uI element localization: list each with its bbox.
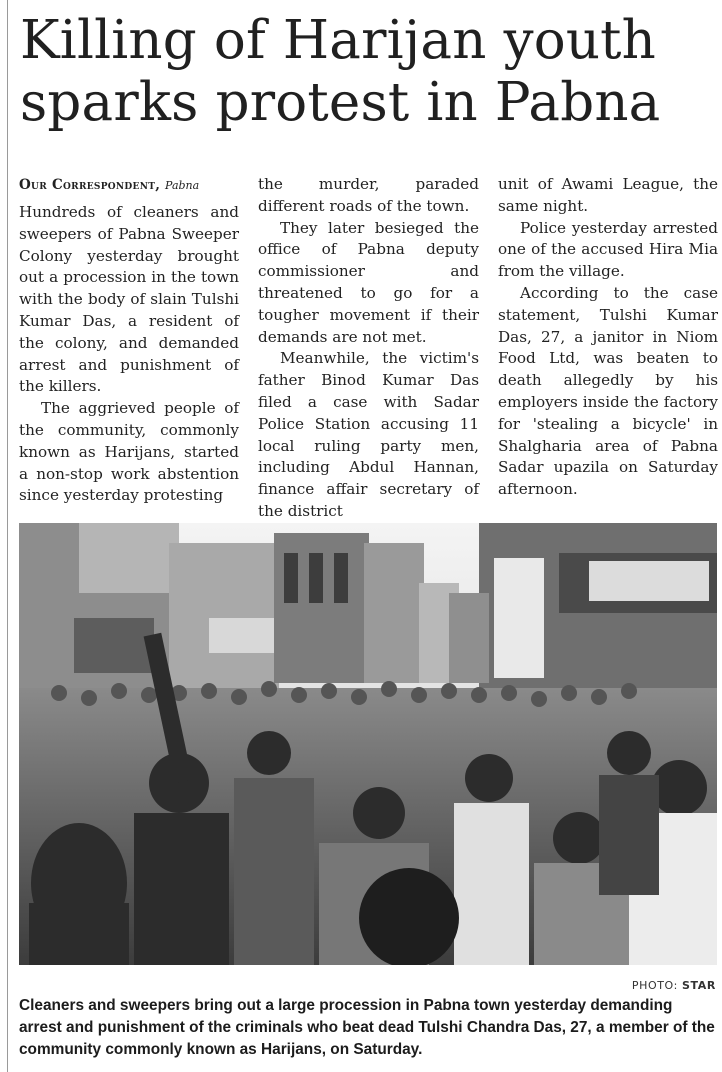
photo-credit — [632, 979, 716, 992]
news-photo — [19, 523, 717, 965]
photo-credit-prefix: PHOTO: — [631, 979, 678, 992]
byline — [19, 174, 239, 196]
photo-caption: Cleaners and sweepers bring out a large procession in Pabna town yesterday demanding arrest and punishment of the criminals who beat dead Tulshi Chandra Das, 27, a member of the community commonly known as Harijans, on Saturday. — [19, 997, 715, 1058]
paragraph: Meanwhile, the victim's father Binod Kumar Das filed a case with Sadar Police Station accusing 11 local ruling party men, including Abdul Hannan, finance affair secretary of the district — [258, 349, 479, 520]
article-column-3 — [498, 174, 718, 501]
paragraph: Hundreds of cleaners and sweepers of Pabna Sweeper Colony yesterday brought out a procession in the town with the body of slain Tulshi Kumar Das, a resident of the colony, and demanded arrest and punishment of the killers. — [19, 203, 239, 396]
paragraph: According to the case statement, Tulshi Kumar Das, 27, a janitor in Niom Food Ltd, was beaten to death allegedly by his employers inside the factory for 'stealing a bicycle' in Shalgharia area of Pabna Sadar upazila on Saturday afternoon. — [498, 283, 718, 499]
column-rule — [7, 0, 8, 1072]
headline: Killing of Harijan youth sparks protest in Pabna — [20, 10, 661, 133]
byline-dateline: Pabna — [165, 179, 200, 192]
article-column-2 — [258, 174, 479, 523]
photo-credit-source: STAR — [682, 979, 716, 992]
byline-author: Our Correspondent, — [19, 177, 161, 193]
paragraph: They later besieged the office of Pabna deputy commissioner and threatened to go for a tougher movement if their demands are not met. — [258, 218, 479, 346]
protest-crowd-photo — [19, 523, 717, 965]
paragraph: The aggrieved people of the community, commonly known as Harijans, started a non-stop work abstention since yesterday protesting — [19, 399, 239, 505]
paragraph: the murder, paraded different roads of the town. — [258, 175, 479, 215]
article-column-1 — [19, 174, 239, 507]
paragraph: Police yesterday arrested one of the accused Hira Mia from the village. — [498, 218, 718, 281]
paragraph: unit of Awami League, the same night. — [498, 175, 718, 215]
